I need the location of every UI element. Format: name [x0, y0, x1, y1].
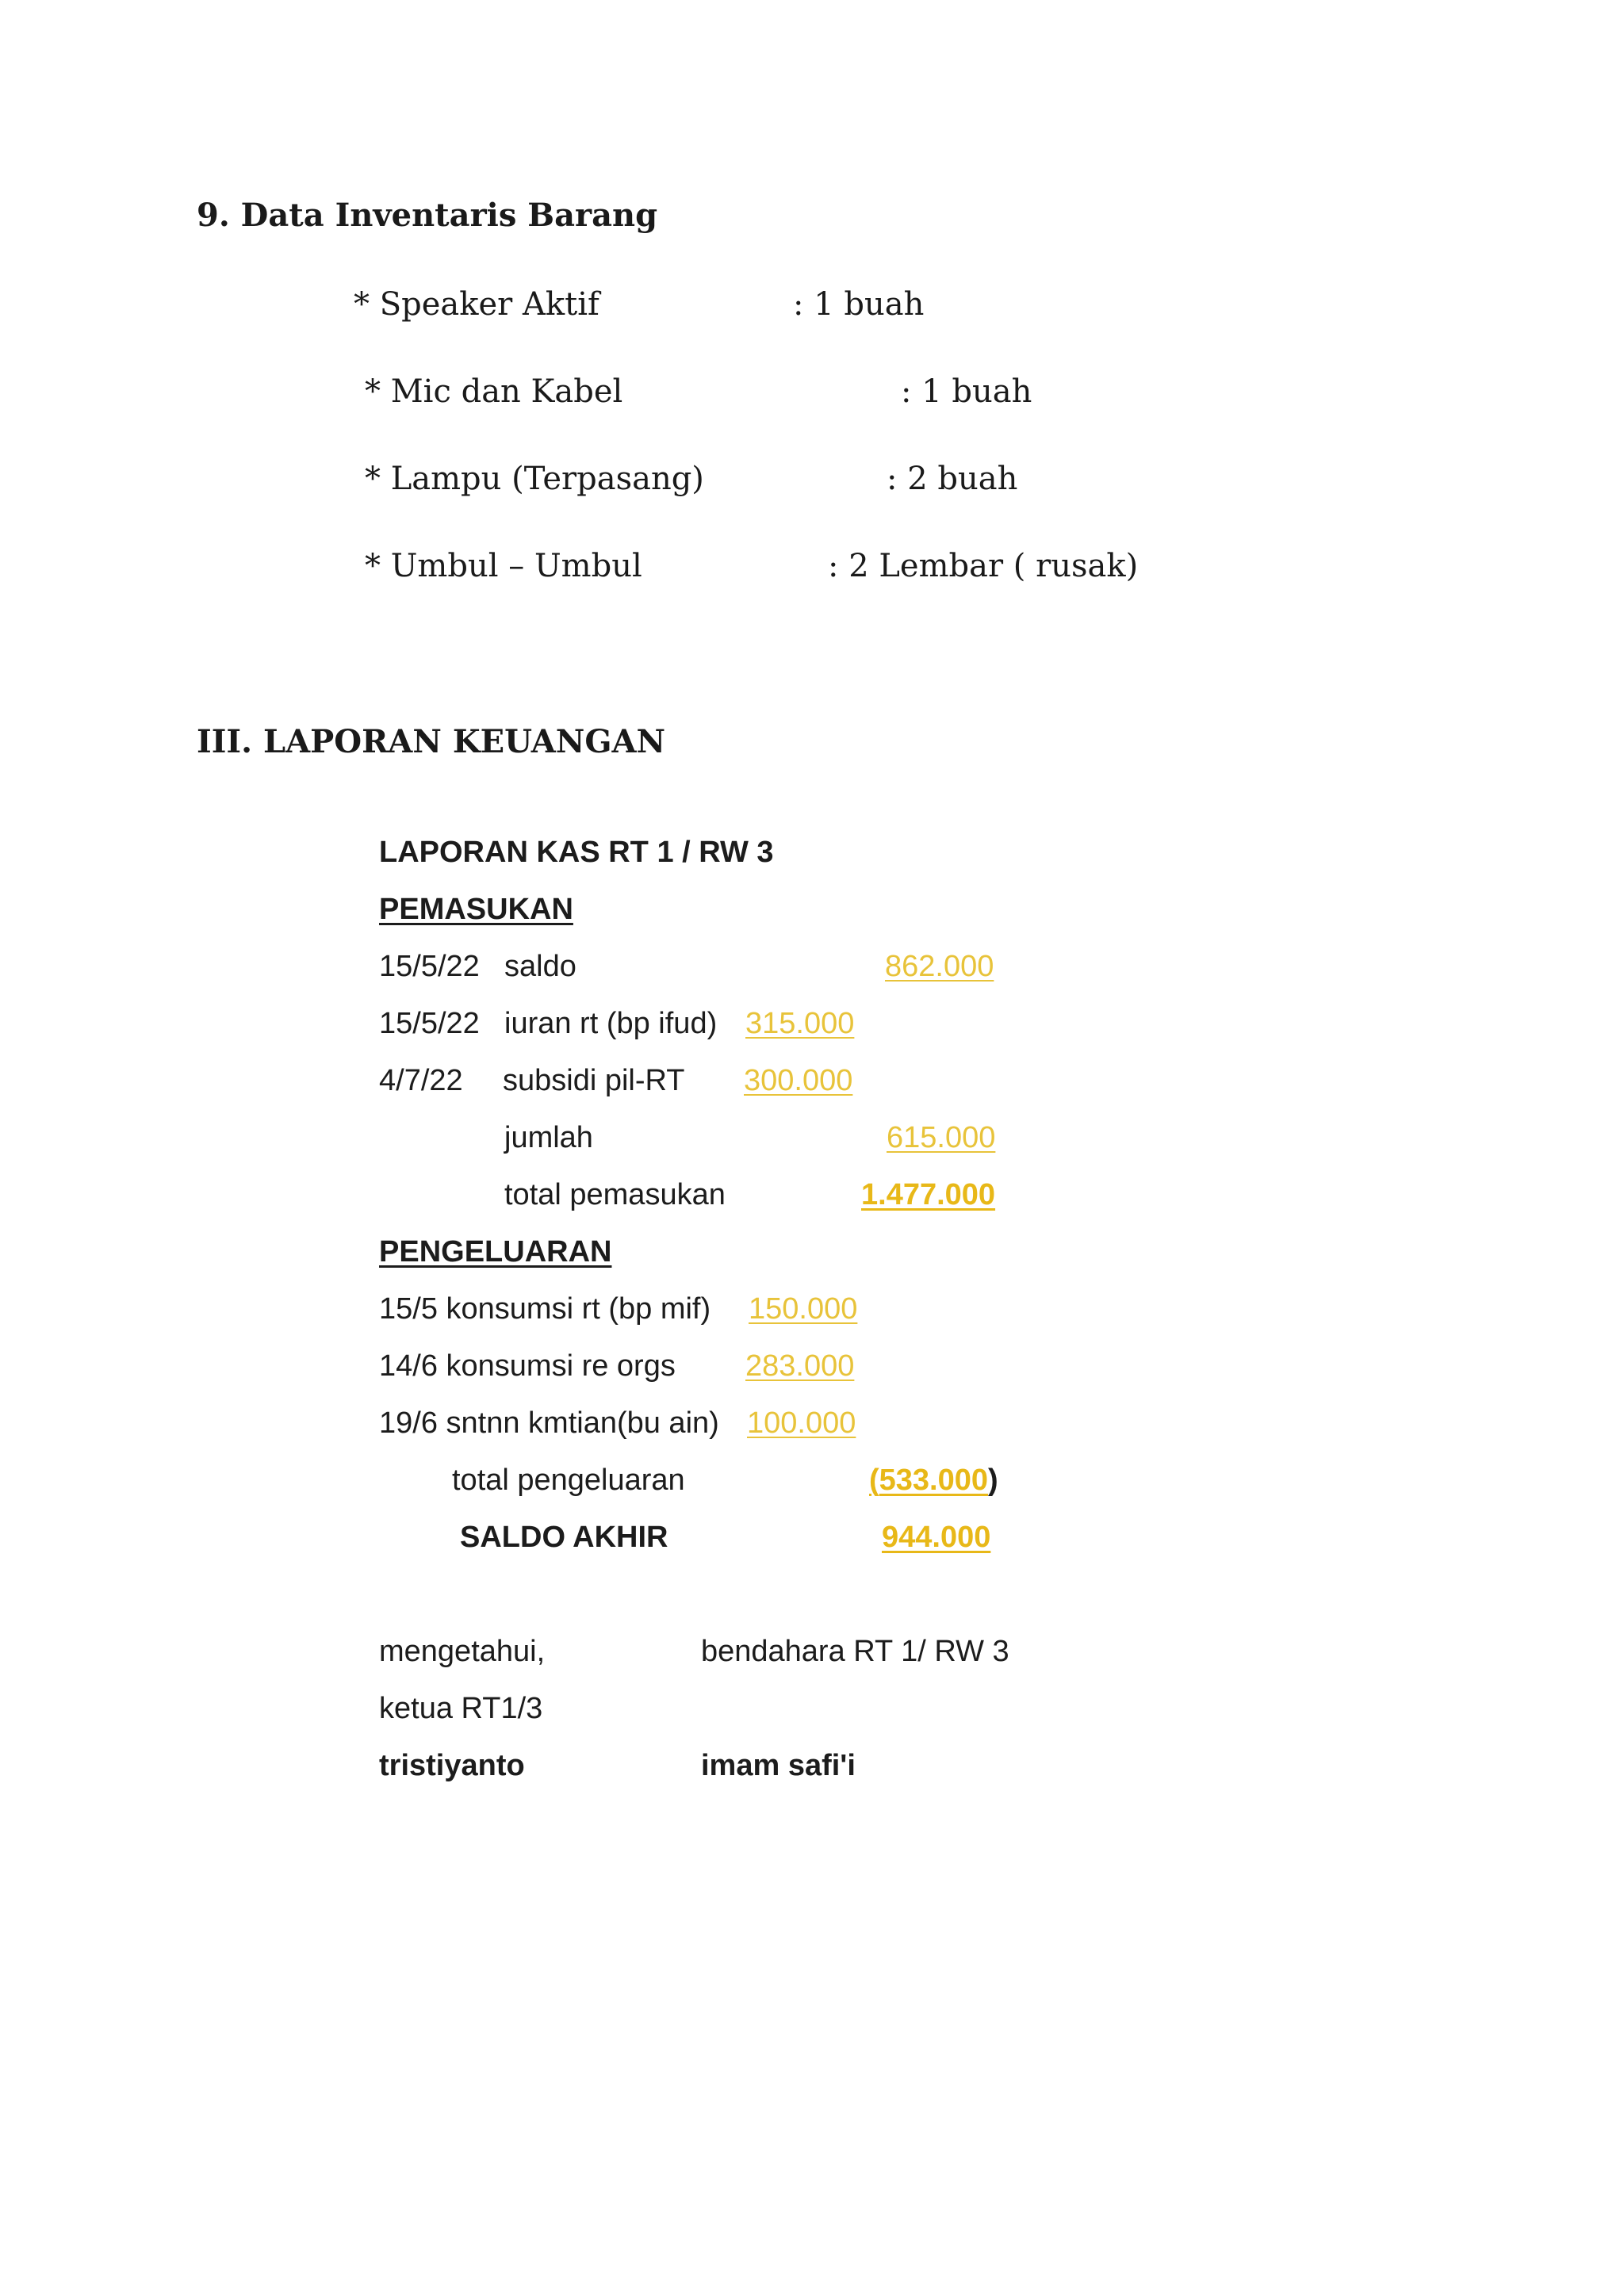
inventory-item-name: * Lampu (Terpasang): [365, 461, 704, 497]
income-date: 15/5/22: [379, 1007, 480, 1040]
signature-left-role: ketua RT1/3: [379, 1692, 543, 1725]
income-date: 4/7/22: [379, 1064, 463, 1097]
expense-amount: 283.000: [745, 1349, 855, 1383]
income-amount: 300.000: [744, 1064, 853, 1097]
income-desc: iuran rt (bp ifud): [504, 1007, 718, 1040]
inventory-item-qty: : 2 buah: [887, 461, 1018, 497]
cash-report-image: [349, 817, 1063, 1863]
expense-amount: 100.000: [747, 1406, 856, 1440]
expense-item: 15/5 konsumsi rt (bp mif): [379, 1292, 711, 1326]
balance-amount: 944.000: [882, 1521, 991, 1554]
income-total-label: total pemasukan: [504, 1178, 726, 1211]
expense-label: PENGELUARAN: [379, 1235, 612, 1269]
income-sum-label: jumlah: [504, 1121, 593, 1154]
inventory-item-name: * Umbul – Umbul: [365, 548, 642, 584]
expense-item: 19/6 sntnn kmtian(bu ain): [379, 1406, 719, 1440]
paren-open: (: [869, 1464, 879, 1497]
inventory-heading: 9. Data Inventaris Barang: [197, 197, 658, 234]
income-desc: subsidi pil-RT: [503, 1064, 685, 1097]
signature-left-title: mengetahui,: [379, 1635, 546, 1668]
balance-label: SALDO AKHIR: [460, 1521, 668, 1554]
income-sum-amount: 615.000: [887, 1121, 996, 1154]
inventory-item-qty: : 1 buah: [793, 286, 925, 323]
signature-right-title: bendahara RT 1/ RW 3: [701, 1635, 1009, 1668]
finance-heading: III. LAPORAN KEUANGAN: [197, 723, 666, 760]
income-desc: saldo: [504, 950, 576, 983]
inventory-item-name: * Mic dan Kabel: [365, 373, 623, 410]
expense-total-amount: 533.000: [879, 1464, 989, 1497]
expense-amount: 150.000: [749, 1292, 858, 1326]
paren-close: ): [988, 1464, 998, 1497]
inventory-item-qty: : 2 Lembar ( rusak): [828, 548, 1139, 584]
expense-total-value: [869, 1462, 998, 1498]
report-title: LAPORAN KAS RT 1 / RW 3: [379, 836, 774, 869]
inventory-item-name: * Speaker Aktif: [354, 286, 599, 323]
signature-left-name: tristiyanto: [379, 1749, 525, 1782]
signature-right-name: imam safi'i: [701, 1749, 856, 1782]
income-date: 15/5/22: [379, 950, 480, 983]
income-amount: 862.000: [885, 950, 994, 983]
inventory-item-qty: : 1 buah: [901, 373, 1032, 410]
expense-total-label: total pengeluaran: [452, 1464, 685, 1497]
income-amount: 315.000: [745, 1007, 855, 1040]
expense-item: 14/6 konsumsi re orgs: [379, 1349, 676, 1383]
income-label: PEMASUKAN: [379, 893, 573, 926]
income-total-amount: 1.477.000: [861, 1178, 996, 1211]
